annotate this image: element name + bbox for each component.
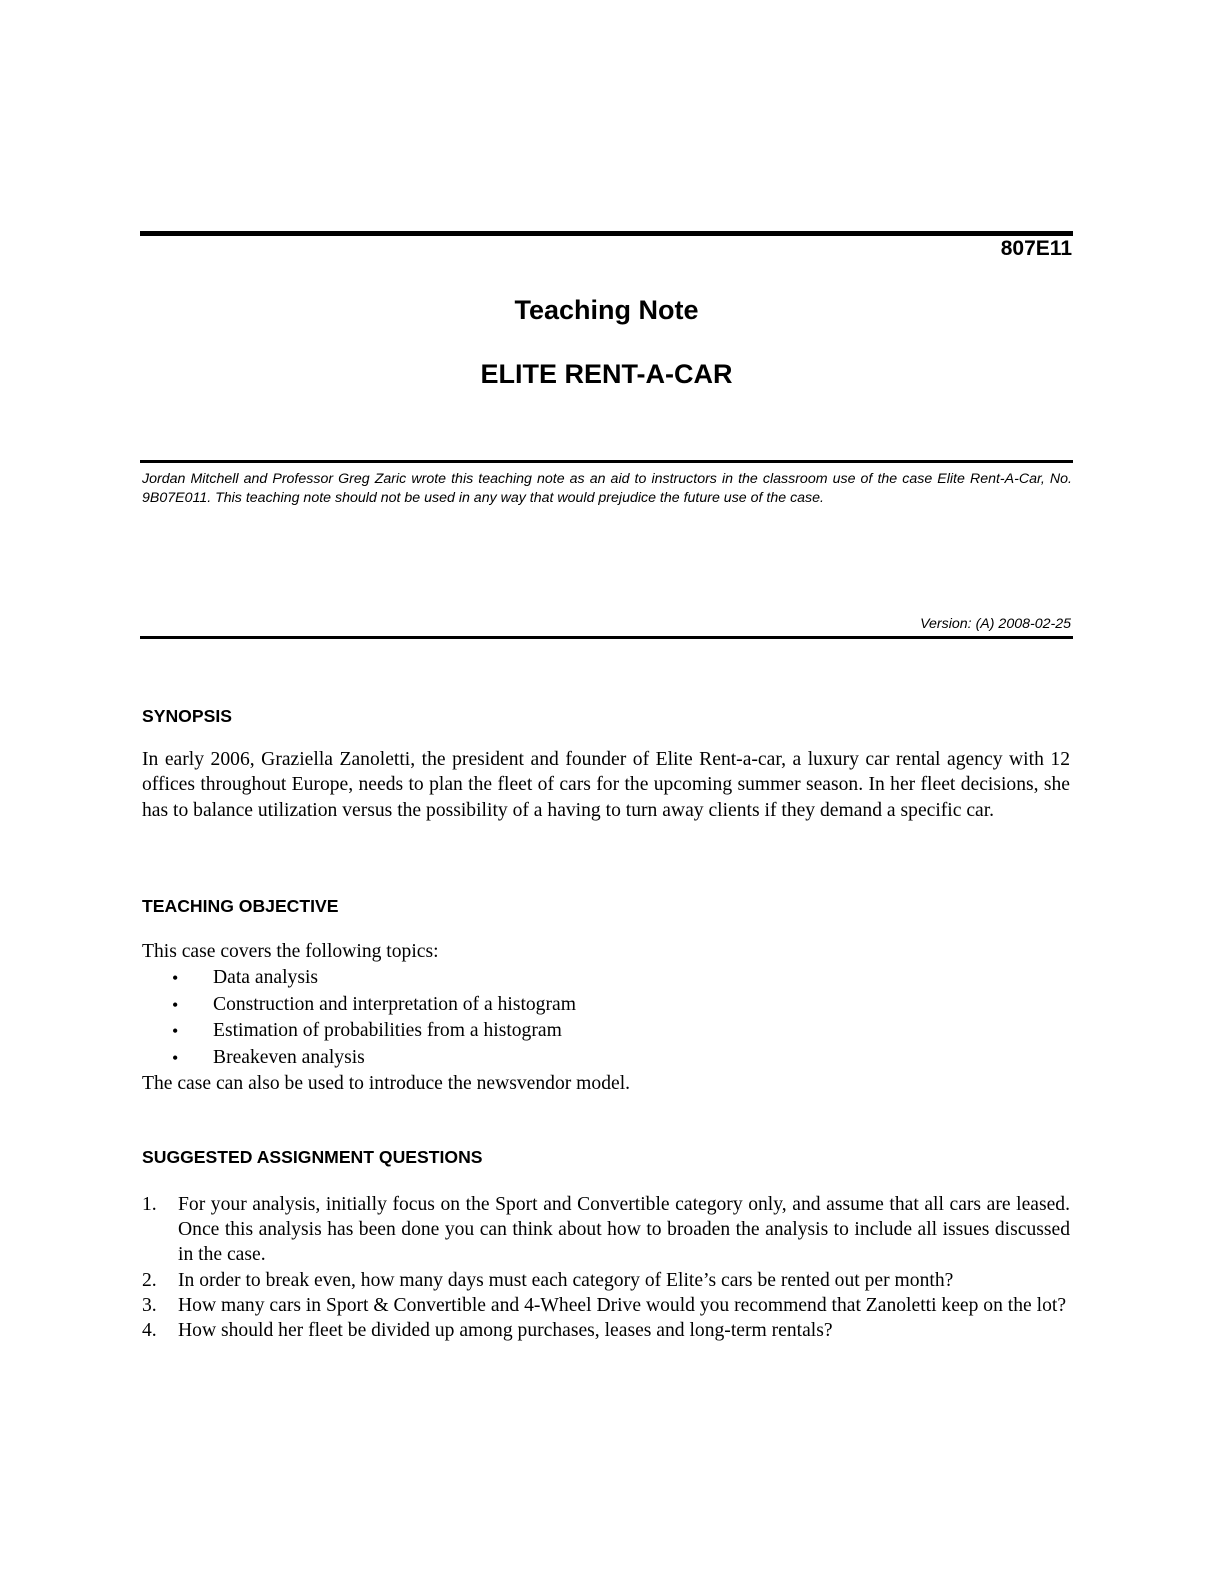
topic-text: Breakeven analysis xyxy=(213,1046,365,1068)
bullet-icon: • xyxy=(172,1047,179,1068)
topics-intro: This case covers the following topics: xyxy=(142,941,439,962)
teaching-objective-heading: TEACHING OBJECTIVE xyxy=(142,896,339,916)
list-item xyxy=(142,1293,1070,1318)
bullet-icon: • xyxy=(172,1021,179,1042)
list-item xyxy=(142,1192,1070,1268)
authorship-note: Jordan Mitchell and Professor Greg Zaric wrote this teaching note as an aid to instructors in the classroom use of the case Elite Rent-A-Car, No. 9B07E011. This teaching note should not be used in any way that would prejudice the future use of the case. xyxy=(142,471,1072,506)
question-text: How should her fleet be divided up among purchases, leases and long-term rentals? xyxy=(178,1320,833,1342)
assignment-questions-list xyxy=(142,1192,1070,1343)
case-number: 807E11 xyxy=(1000,237,1072,260)
list-item xyxy=(142,992,1070,1019)
question-text: How many cars in Sport & Convertible and 4-Wheel Drive would you recommend that Zanoletti keep on the lot? xyxy=(178,1294,1067,1316)
topic-text: Data analysis xyxy=(213,967,319,988)
bullet-icon: • xyxy=(172,968,179,988)
topics-closing: The case can also be used to introduce the newsvendor model. xyxy=(142,1073,631,1094)
header-top-rule xyxy=(140,231,1073,236)
list-item xyxy=(142,1045,1070,1072)
list-item xyxy=(142,1268,1070,1293)
topics-list xyxy=(142,965,1070,1071)
question-text: For your analysis, initially focus on the Sport and Convertible category only, and assume that all cars are leased. Once this analysis has been done you can think about how to broaden the analysis to include all issues discussed in the case. xyxy=(178,1194,1070,1266)
version-label: Version: (A) 2008-02-25 xyxy=(920,616,1071,632)
list-item xyxy=(142,1318,1070,1343)
list-item xyxy=(142,1018,1070,1045)
list-item xyxy=(142,965,1070,992)
synopsis-heading: SYNOPSIS xyxy=(142,706,232,726)
question-number: 2. xyxy=(142,1269,157,1291)
header-bottom-rule xyxy=(140,636,1073,639)
bullet-icon: • xyxy=(172,994,179,1015)
authorship-top-rule xyxy=(140,460,1073,463)
topic-text: Construction and interpretation of a histogram xyxy=(213,993,576,1015)
document-type-title: Teaching Note xyxy=(514,295,699,325)
question-text: In order to break even, how many days must each category of Elite’s cars be rented out per month? xyxy=(178,1269,954,1291)
case-title: ELITE RENT-A-CAR xyxy=(480,359,733,389)
question-number: 4. xyxy=(142,1320,157,1342)
synopsis-paragraph: In early 2006, Graziella Zanoletti, the president and founder of Elite Rent-a-car, a luxury car rental agency with 12 offices throughout Europe, needs to plan the fleet of cars for the upcoming summer season. In her fleet decisions, she has to balance utilization versus the possibility of a having to turn away clients if they demand a specific car. xyxy=(142,749,1070,821)
topic-text: Estimation of probabilities from a histogram xyxy=(213,1020,562,1042)
question-number: 1. xyxy=(142,1194,157,1215)
assignment-questions-heading: SUGGESTED ASSIGNMENT QUESTIONS xyxy=(142,1147,483,1167)
question-number: 3. xyxy=(142,1294,157,1316)
